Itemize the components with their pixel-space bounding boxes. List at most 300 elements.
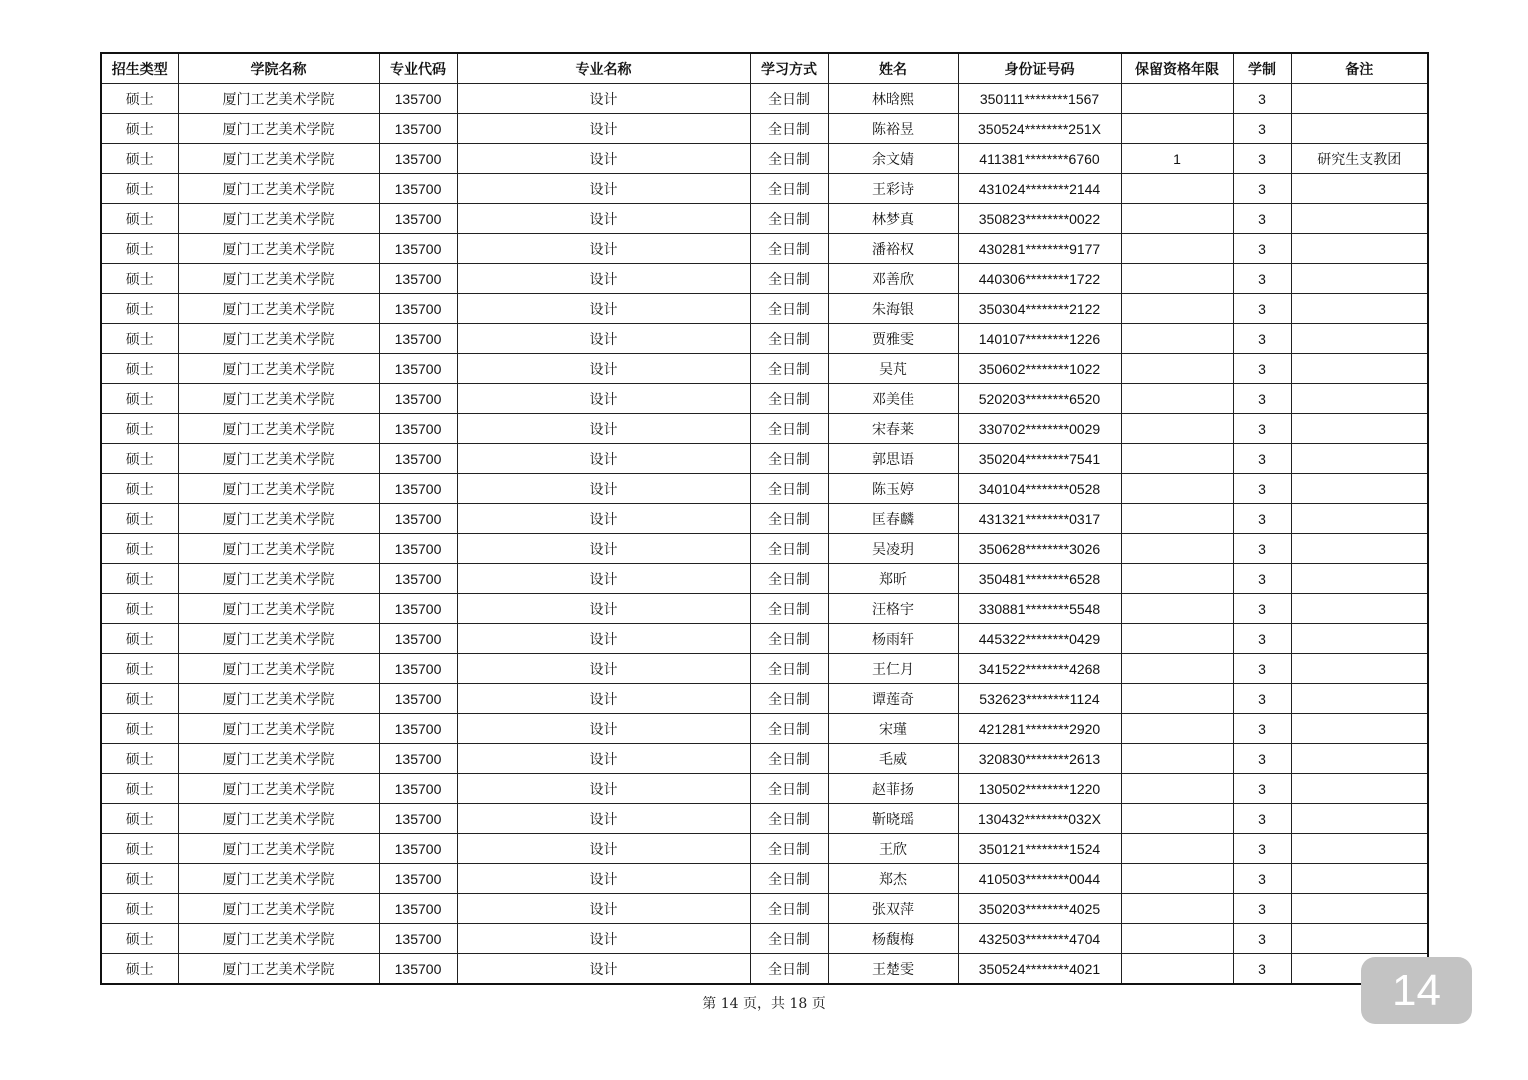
cell-college-name: 厦门工艺美术学院 bbox=[178, 564, 379, 594]
cell-name: 余文婧 bbox=[828, 144, 958, 174]
cell-college-name: 厦门工艺美术学院 bbox=[178, 474, 379, 504]
cell-college-name: 厦门工艺美术学院 bbox=[178, 324, 379, 354]
cell-retention-years bbox=[1121, 444, 1233, 474]
page-footer: 第 14 页，共 18 页 bbox=[702, 996, 826, 1012]
cell-study-mode: 全日制 bbox=[750, 864, 828, 894]
cell-name: 贾雅雯 bbox=[828, 324, 958, 354]
cell-enroll-type: 硕士 bbox=[101, 534, 178, 564]
cell-study-mode: 全日制 bbox=[750, 624, 828, 654]
cell-study-mode: 全日制 bbox=[750, 774, 828, 804]
cell-major-name: 设计 bbox=[457, 744, 750, 774]
cell-retention-years bbox=[1121, 474, 1233, 504]
cell-major-code: 135700 bbox=[379, 504, 457, 534]
header-id-number: 身份证号码 bbox=[958, 53, 1121, 84]
cell-duration: 3 bbox=[1233, 174, 1291, 204]
cell-enroll-type: 硕士 bbox=[101, 834, 178, 864]
cell-major-code: 135700 bbox=[379, 594, 457, 624]
table-row bbox=[101, 504, 1428, 534]
cell-retention-years bbox=[1121, 894, 1233, 924]
table-row bbox=[101, 234, 1428, 264]
cell-study-mode: 全日制 bbox=[750, 954, 828, 985]
cell-duration: 3 bbox=[1233, 204, 1291, 234]
cell-id-number: 440306********1722 bbox=[958, 264, 1121, 294]
cell-major-name: 设计 bbox=[457, 654, 750, 684]
cell-college-name: 厦门工艺美术学院 bbox=[178, 924, 379, 954]
cell-college-name: 厦门工艺美术学院 bbox=[178, 744, 379, 774]
cell-name: 郭思语 bbox=[828, 444, 958, 474]
cell-college-name: 厦门工艺美术学院 bbox=[178, 834, 379, 864]
header-major-code: 专业代码 bbox=[379, 53, 457, 84]
table-row bbox=[101, 144, 1428, 174]
cell-major-name: 设计 bbox=[457, 594, 750, 624]
cell-duration: 3 bbox=[1233, 144, 1291, 174]
cell-major-name: 设计 bbox=[457, 954, 750, 985]
cell-major-code: 135700 bbox=[379, 924, 457, 954]
cell-retention-years bbox=[1121, 714, 1233, 744]
cell-name: 靳晓瑶 bbox=[828, 804, 958, 834]
table-row bbox=[101, 444, 1428, 474]
cell-retention-years bbox=[1121, 804, 1233, 834]
cell-college-name: 厦门工艺美术学院 bbox=[178, 144, 379, 174]
cell-remarks bbox=[1291, 504, 1428, 534]
cell-remarks bbox=[1291, 174, 1428, 204]
cell-major-name: 设计 bbox=[457, 84, 750, 114]
cell-major-code: 135700 bbox=[379, 534, 457, 564]
cell-name: 杨馥梅 bbox=[828, 924, 958, 954]
cell-study-mode: 全日制 bbox=[750, 834, 828, 864]
cell-major-code: 135700 bbox=[379, 234, 457, 264]
cell-name: 林晗熙 bbox=[828, 84, 958, 114]
cell-duration: 3 bbox=[1233, 714, 1291, 744]
table-row bbox=[101, 954, 1428, 985]
cell-name: 赵菲扬 bbox=[828, 774, 958, 804]
cell-college-name: 厦门工艺美术学院 bbox=[178, 714, 379, 744]
cell-college-name: 厦门工艺美术学院 bbox=[178, 414, 379, 444]
cell-remarks bbox=[1291, 894, 1428, 924]
cell-major-name: 设计 bbox=[457, 894, 750, 924]
table-body bbox=[101, 84, 1428, 985]
cell-college-name: 厦门工艺美术学院 bbox=[178, 264, 379, 294]
cell-retention-years bbox=[1121, 534, 1233, 564]
cell-id-number: 520203********6520 bbox=[958, 384, 1121, 414]
cell-duration: 3 bbox=[1233, 924, 1291, 954]
table-row bbox=[101, 354, 1428, 384]
cell-retention-years bbox=[1121, 684, 1233, 714]
cell-major-name: 设计 bbox=[457, 294, 750, 324]
cell-study-mode: 全日制 bbox=[750, 684, 828, 714]
cell-major-code: 135700 bbox=[379, 474, 457, 504]
cell-major-name: 设计 bbox=[457, 564, 750, 594]
cell-retention-years bbox=[1121, 114, 1233, 144]
cell-study-mode: 全日制 bbox=[750, 714, 828, 744]
cell-id-number: 410503********0044 bbox=[958, 864, 1121, 894]
cell-remarks bbox=[1291, 294, 1428, 324]
table-row bbox=[101, 474, 1428, 504]
cell-remarks bbox=[1291, 354, 1428, 384]
cell-remarks bbox=[1291, 114, 1428, 144]
cell-major-name: 设计 bbox=[457, 444, 750, 474]
cell-id-number: 532623********1124 bbox=[958, 684, 1121, 714]
cell-study-mode: 全日制 bbox=[750, 354, 828, 384]
cell-study-mode: 全日制 bbox=[750, 474, 828, 504]
cell-major-name: 设计 bbox=[457, 204, 750, 234]
cell-name: 陈玉婷 bbox=[828, 474, 958, 504]
cell-retention-years bbox=[1121, 504, 1233, 534]
cell-name: 汪格宇 bbox=[828, 594, 958, 624]
cell-remarks: 研究生支教团 bbox=[1291, 144, 1428, 174]
cell-name: 王欣 bbox=[828, 834, 958, 864]
header-college-name: 学院名称 bbox=[178, 53, 379, 84]
cell-major-code: 135700 bbox=[379, 804, 457, 834]
cell-study-mode: 全日制 bbox=[750, 534, 828, 564]
cell-major-name: 设计 bbox=[457, 624, 750, 654]
cell-enroll-type: 硕士 bbox=[101, 504, 178, 534]
cell-enroll-type: 硕士 bbox=[101, 174, 178, 204]
cell-duration: 3 bbox=[1233, 84, 1291, 114]
cell-retention-years bbox=[1121, 354, 1233, 384]
table-row bbox=[101, 594, 1428, 624]
table-row bbox=[101, 684, 1428, 714]
cell-duration: 3 bbox=[1233, 294, 1291, 324]
table-row bbox=[101, 204, 1428, 234]
cell-study-mode: 全日制 bbox=[750, 384, 828, 414]
cell-name: 王仁月 bbox=[828, 654, 958, 684]
cell-remarks bbox=[1291, 834, 1428, 864]
cell-retention-years bbox=[1121, 414, 1233, 444]
cell-remarks bbox=[1291, 234, 1428, 264]
cell-duration: 3 bbox=[1233, 264, 1291, 294]
header-row bbox=[101, 53, 1428, 84]
cell-duration: 3 bbox=[1233, 354, 1291, 384]
cell-id-number: 350203********4025 bbox=[958, 894, 1121, 924]
cell-study-mode: 全日制 bbox=[750, 294, 828, 324]
cell-duration: 3 bbox=[1233, 324, 1291, 354]
cell-retention-years bbox=[1121, 564, 1233, 594]
cell-major-code: 135700 bbox=[379, 834, 457, 864]
cell-remarks bbox=[1291, 204, 1428, 234]
cell-id-number: 350204********7541 bbox=[958, 444, 1121, 474]
cell-college-name: 厦门工艺美术学院 bbox=[178, 204, 379, 234]
table-row bbox=[101, 264, 1428, 294]
header-duration: 学制 bbox=[1233, 53, 1291, 84]
cell-major-code: 135700 bbox=[379, 864, 457, 894]
cell-study-mode: 全日制 bbox=[750, 234, 828, 264]
table-row bbox=[101, 564, 1428, 594]
cell-remarks bbox=[1291, 774, 1428, 804]
cell-college-name: 厦门工艺美术学院 bbox=[178, 354, 379, 384]
cell-name: 吴芃 bbox=[828, 354, 958, 384]
cell-college-name: 厦门工艺美术学院 bbox=[178, 804, 379, 834]
cell-study-mode: 全日制 bbox=[750, 924, 828, 954]
cell-major-name: 设计 bbox=[457, 474, 750, 504]
cell-study-mode: 全日制 bbox=[750, 444, 828, 474]
cell-college-name: 厦门工艺美术学院 bbox=[178, 84, 379, 114]
cell-remarks bbox=[1291, 264, 1428, 294]
cell-id-number: 350628********3026 bbox=[958, 534, 1121, 564]
cell-id-number: 140107********1226 bbox=[958, 324, 1121, 354]
cell-retention-years bbox=[1121, 744, 1233, 774]
cell-name: 潘裕权 bbox=[828, 234, 958, 264]
cell-major-code: 135700 bbox=[379, 894, 457, 924]
cell-study-mode: 全日制 bbox=[750, 414, 828, 444]
cell-enroll-type: 硕士 bbox=[101, 444, 178, 474]
cell-remarks bbox=[1291, 864, 1428, 894]
cell-retention-years bbox=[1121, 864, 1233, 894]
cell-major-code: 135700 bbox=[379, 744, 457, 774]
cell-major-name: 设计 bbox=[457, 684, 750, 714]
cell-major-name: 设计 bbox=[457, 534, 750, 564]
cell-name: 林梦真 bbox=[828, 204, 958, 234]
cell-name: 谭莲奇 bbox=[828, 684, 958, 714]
cell-major-name: 设计 bbox=[457, 234, 750, 264]
table-row bbox=[101, 114, 1428, 144]
cell-college-name: 厦门工艺美术学院 bbox=[178, 774, 379, 804]
cell-name: 陈裕昱 bbox=[828, 114, 958, 144]
table-row bbox=[101, 174, 1428, 204]
cell-major-name: 设计 bbox=[457, 144, 750, 174]
cell-major-code: 135700 bbox=[379, 204, 457, 234]
cell-enroll-type: 硕士 bbox=[101, 144, 178, 174]
cell-duration: 3 bbox=[1233, 774, 1291, 804]
cell-study-mode: 全日制 bbox=[750, 264, 828, 294]
cell-retention-years bbox=[1121, 954, 1233, 985]
cell-major-name: 设计 bbox=[457, 714, 750, 744]
cell-major-name: 设计 bbox=[457, 264, 750, 294]
header-name: 姓名 bbox=[828, 53, 958, 84]
cell-major-name: 设计 bbox=[457, 834, 750, 864]
cell-duration: 3 bbox=[1233, 834, 1291, 864]
cell-remarks bbox=[1291, 714, 1428, 744]
header-study-mode: 学习方式 bbox=[750, 53, 828, 84]
cell-retention-years bbox=[1121, 264, 1233, 294]
cell-major-code: 135700 bbox=[379, 324, 457, 354]
table-row bbox=[101, 84, 1428, 114]
cell-college-name: 厦门工艺美术学院 bbox=[178, 894, 379, 924]
cell-study-mode: 全日制 bbox=[750, 594, 828, 624]
cell-duration: 3 bbox=[1233, 744, 1291, 774]
cell-study-mode: 全日制 bbox=[750, 174, 828, 204]
cell-major-code: 135700 bbox=[379, 684, 457, 714]
cell-duration: 3 bbox=[1233, 594, 1291, 624]
cell-enroll-type: 硕士 bbox=[101, 714, 178, 744]
cell-enroll-type: 硕士 bbox=[101, 324, 178, 354]
cell-id-number: 330881********5548 bbox=[958, 594, 1121, 624]
cell-study-mode: 全日制 bbox=[750, 804, 828, 834]
cell-remarks bbox=[1291, 744, 1428, 774]
cell-retention-years bbox=[1121, 654, 1233, 684]
cell-id-number: 431321********0317 bbox=[958, 504, 1121, 534]
cell-study-mode: 全日制 bbox=[750, 504, 828, 534]
cell-enroll-type: 硕士 bbox=[101, 594, 178, 624]
cell-enroll-type: 硕士 bbox=[101, 474, 178, 504]
cell-college-name: 厦门工艺美术学院 bbox=[178, 624, 379, 654]
cell-retention-years bbox=[1121, 384, 1233, 414]
cell-college-name: 厦门工艺美术学院 bbox=[178, 444, 379, 474]
cell-study-mode: 全日制 bbox=[750, 324, 828, 354]
cell-major-code: 135700 bbox=[379, 654, 457, 684]
cell-major-code: 135700 bbox=[379, 144, 457, 174]
cell-id-number: 350121********1524 bbox=[958, 834, 1121, 864]
page-number-badge[interactable]: 14 bbox=[1361, 957, 1472, 1024]
cell-id-number: 350602********1022 bbox=[958, 354, 1121, 384]
cell-retention-years bbox=[1121, 204, 1233, 234]
cell-name: 邓善欣 bbox=[828, 264, 958, 294]
cell-name: 毛威 bbox=[828, 744, 958, 774]
cell-enroll-type: 硕士 bbox=[101, 264, 178, 294]
cell-id-number: 432503********4704 bbox=[958, 924, 1121, 954]
cell-id-number: 341522********4268 bbox=[958, 654, 1121, 684]
cell-name: 吴凌玥 bbox=[828, 534, 958, 564]
table-row bbox=[101, 894, 1428, 924]
cell-major-code: 135700 bbox=[379, 564, 457, 594]
header-enroll-type: 招生类型 bbox=[101, 53, 178, 84]
cell-name: 王楚雯 bbox=[828, 954, 958, 985]
table-row bbox=[101, 384, 1428, 414]
cell-duration: 3 bbox=[1233, 444, 1291, 474]
cell-duration: 3 bbox=[1233, 564, 1291, 594]
table-row bbox=[101, 924, 1428, 954]
cell-name: 王彩诗 bbox=[828, 174, 958, 204]
cell-study-mode: 全日制 bbox=[750, 654, 828, 684]
cell-remarks bbox=[1291, 594, 1428, 624]
cell-name: 宋瑾 bbox=[828, 714, 958, 744]
cell-id-number: 350304********2122 bbox=[958, 294, 1121, 324]
cell-enroll-type: 硕士 bbox=[101, 384, 178, 414]
cell-enroll-type: 硕士 bbox=[101, 894, 178, 924]
cell-retention-years bbox=[1121, 294, 1233, 324]
cell-college-name: 厦门工艺美术学院 bbox=[178, 174, 379, 204]
table-row bbox=[101, 324, 1428, 354]
cell-remarks bbox=[1291, 84, 1428, 114]
table-header bbox=[101, 53, 1428, 84]
cell-college-name: 厦门工艺美术学院 bbox=[178, 294, 379, 324]
cell-major-name: 设计 bbox=[457, 384, 750, 414]
cell-major-code: 135700 bbox=[379, 294, 457, 324]
cell-remarks bbox=[1291, 564, 1428, 594]
cell-major-name: 设计 bbox=[457, 924, 750, 954]
cell-duration: 3 bbox=[1233, 894, 1291, 924]
cell-remarks bbox=[1291, 684, 1428, 714]
cell-retention-years bbox=[1121, 324, 1233, 354]
table-row bbox=[101, 774, 1428, 804]
cell-id-number: 130502********1220 bbox=[958, 774, 1121, 804]
cell-duration: 3 bbox=[1233, 474, 1291, 504]
cell-study-mode: 全日制 bbox=[750, 204, 828, 234]
cell-study-mode: 全日制 bbox=[750, 144, 828, 174]
cell-name: 宋春莱 bbox=[828, 414, 958, 444]
cell-college-name: 厦门工艺美术学院 bbox=[178, 384, 379, 414]
cell-retention-years bbox=[1121, 174, 1233, 204]
cell-enroll-type: 硕士 bbox=[101, 294, 178, 324]
cell-college-name: 厦门工艺美术学院 bbox=[178, 864, 379, 894]
cell-enroll-type: 硕士 bbox=[101, 924, 178, 954]
cell-name: 杨雨轩 bbox=[828, 624, 958, 654]
cell-remarks bbox=[1291, 924, 1428, 954]
table-row bbox=[101, 624, 1428, 654]
cell-major-code: 135700 bbox=[379, 384, 457, 414]
cell-duration: 3 bbox=[1233, 804, 1291, 834]
cell-retention-years bbox=[1121, 84, 1233, 114]
cell-duration: 3 bbox=[1233, 534, 1291, 564]
cell-study-mode: 全日制 bbox=[750, 744, 828, 774]
cell-retention-years bbox=[1121, 774, 1233, 804]
cell-remarks bbox=[1291, 654, 1428, 684]
cell-college-name: 厦门工艺美术学院 bbox=[178, 954, 379, 985]
cell-duration: 3 bbox=[1233, 864, 1291, 894]
cell-major-name: 设计 bbox=[457, 774, 750, 804]
cell-college-name: 厦门工艺美术学院 bbox=[178, 534, 379, 564]
cell-enroll-type: 硕士 bbox=[101, 774, 178, 804]
cell-enroll-type: 硕士 bbox=[101, 354, 178, 384]
cell-id-number: 130432********032X bbox=[958, 804, 1121, 834]
cell-college-name: 厦门工艺美术学院 bbox=[178, 654, 379, 684]
table-row bbox=[101, 654, 1428, 684]
cell-duration: 3 bbox=[1233, 414, 1291, 444]
cell-id-number: 350111********1567 bbox=[958, 84, 1121, 114]
cell-name: 郑杰 bbox=[828, 864, 958, 894]
cell-major-name: 设计 bbox=[457, 114, 750, 144]
cell-duration: 3 bbox=[1233, 504, 1291, 534]
table-row bbox=[101, 744, 1428, 774]
cell-major-code: 135700 bbox=[379, 264, 457, 294]
cell-retention-years bbox=[1121, 624, 1233, 654]
cell-duration: 3 bbox=[1233, 684, 1291, 714]
cell-enroll-type: 硕士 bbox=[101, 624, 178, 654]
cell-college-name: 厦门工艺美术学院 bbox=[178, 114, 379, 144]
cell-major-name: 设计 bbox=[457, 414, 750, 444]
cell-retention-years bbox=[1121, 924, 1233, 954]
header-major-name: 专业名称 bbox=[457, 53, 750, 84]
table-row bbox=[101, 294, 1428, 324]
cell-major-code: 135700 bbox=[379, 174, 457, 204]
cell-college-name: 厦门工艺美术学院 bbox=[178, 234, 379, 264]
cell-remarks bbox=[1291, 534, 1428, 564]
cell-major-name: 设计 bbox=[457, 504, 750, 534]
cell-enroll-type: 硕士 bbox=[101, 564, 178, 594]
cell-name: 郑昕 bbox=[828, 564, 958, 594]
cell-enroll-type: 硕士 bbox=[101, 414, 178, 444]
cell-name: 邓美佳 bbox=[828, 384, 958, 414]
cell-major-name: 设计 bbox=[457, 324, 750, 354]
cell-id-number: 411381********6760 bbox=[958, 144, 1121, 174]
cell-college-name: 厦门工艺美术学院 bbox=[178, 594, 379, 624]
cell-id-number: 350524********251X bbox=[958, 114, 1121, 144]
cell-retention-years bbox=[1121, 234, 1233, 264]
cell-duration: 3 bbox=[1233, 114, 1291, 144]
cell-duration: 3 bbox=[1233, 624, 1291, 654]
cell-major-code: 135700 bbox=[379, 624, 457, 654]
cell-id-number: 320830********2613 bbox=[958, 744, 1121, 774]
cell-major-code: 135700 bbox=[379, 354, 457, 384]
cell-major-code: 135700 bbox=[379, 954, 457, 985]
table-row bbox=[101, 834, 1428, 864]
cell-name: 张双萍 bbox=[828, 894, 958, 924]
cell-enroll-type: 硕士 bbox=[101, 654, 178, 684]
cell-id-number: 330702********0029 bbox=[958, 414, 1121, 444]
cell-major-code: 135700 bbox=[379, 414, 457, 444]
cell-study-mode: 全日制 bbox=[750, 894, 828, 924]
cell-id-number: 340104********0528 bbox=[958, 474, 1121, 504]
cell-major-code: 135700 bbox=[379, 774, 457, 804]
cell-enroll-type: 硕士 bbox=[101, 114, 178, 144]
cell-id-number: 350481********6528 bbox=[958, 564, 1121, 594]
table-row bbox=[101, 804, 1428, 834]
cell-major-name: 设计 bbox=[457, 804, 750, 834]
cell-retention-years bbox=[1121, 594, 1233, 624]
cell-college-name: 厦门工艺美术学院 bbox=[178, 684, 379, 714]
table-row bbox=[101, 414, 1428, 444]
table-row bbox=[101, 864, 1428, 894]
